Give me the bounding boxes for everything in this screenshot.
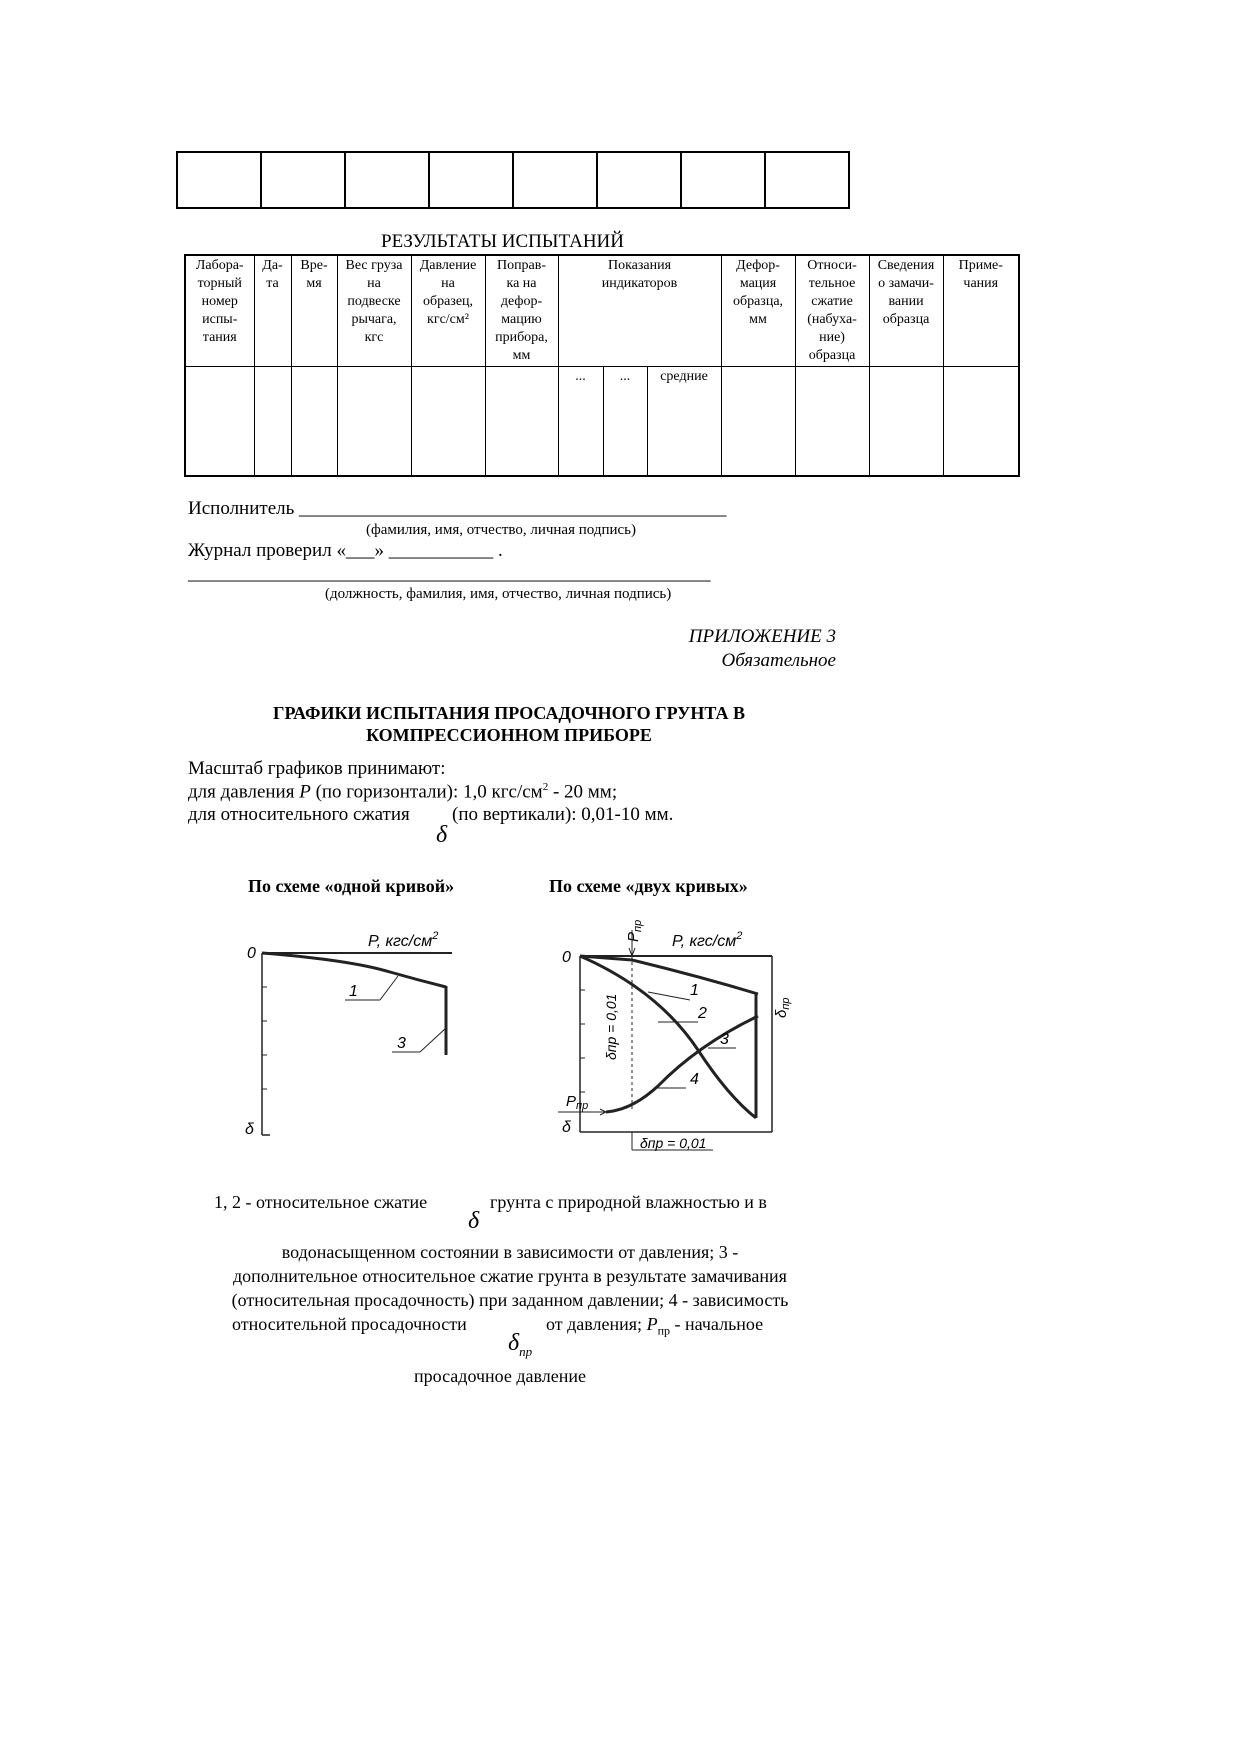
axis-label bbox=[672, 930, 742, 950]
caption-block bbox=[180, 1240, 840, 1312]
scale-line1: Масштаб графиков принимают: bbox=[188, 758, 446, 779]
delta-pr-vertical-label: δпр = 0,01 bbox=[603, 993, 619, 1060]
pressure-symbol: P bbox=[299, 781, 311, 803]
leader-3 bbox=[420, 1028, 446, 1052]
scale-line2 bbox=[188, 781, 617, 803]
curve-1 bbox=[580, 956, 758, 994]
results-table bbox=[184, 254, 1020, 477]
scale-line3-b: (по вертикали): 0,01-10 мм. bbox=[452, 804, 674, 825]
appendix-title bbox=[184, 702, 834, 746]
indicator-average: средние bbox=[647, 367, 721, 476]
axis-label-text: P, кгс/см bbox=[368, 933, 433, 950]
axis-label bbox=[368, 930, 438, 950]
appendix-status: Обязательное bbox=[721, 650, 836, 671]
caption-line6: просадочное давление bbox=[414, 1366, 587, 1386]
caption-line3: дополнительное относительное сжатие грунта в результате замачивания bbox=[233, 1266, 787, 1286]
empty-cell bbox=[765, 152, 849, 208]
left-graph bbox=[240, 920, 470, 1145]
delta-pr-right-label bbox=[773, 997, 792, 1018]
leader-1 bbox=[648, 992, 690, 1000]
empty-cell bbox=[597, 152, 681, 208]
axis-label-text: P, кгс/см bbox=[672, 933, 737, 950]
scale-text: для давления bbox=[188, 781, 300, 803]
curve-2-label: 2 bbox=[698, 1005, 707, 1022]
y-axis-label: δ bbox=[562, 1119, 571, 1136]
header-indicators: Показания индикаторов bbox=[558, 255, 721, 367]
curve-4-label: 4 bbox=[690, 1071, 699, 1088]
executor-label: Исполнитель bbox=[188, 498, 300, 519]
curve-1-label: 1 bbox=[690, 982, 699, 999]
p-pr-sub: пр bbox=[576, 1100, 589, 1112]
caption-text: - начальное bbox=[669, 1314, 764, 1334]
subscript: пр bbox=[657, 1323, 670, 1338]
checked-text: Журнал проверил «___» ___________ . bbox=[188, 540, 503, 561]
executor-hint: (фамилия, имя, отчество, личная подпись) bbox=[366, 522, 637, 538]
data-cell bbox=[795, 367, 869, 476]
p-pr-symbol: P bbox=[625, 931, 642, 942]
empty-cell bbox=[429, 152, 513, 208]
curve-3-label: 3 bbox=[720, 1031, 729, 1048]
right-graph bbox=[548, 900, 798, 1162]
caption-text: от давления; bbox=[546, 1314, 647, 1334]
data-cell bbox=[485, 367, 558, 476]
caption-line5-a: относительной просадочности bbox=[232, 1314, 467, 1334]
origin-label: 0 bbox=[247, 945, 256, 962]
header-deformation: Дефор- мация образца, мм bbox=[721, 255, 795, 367]
header-correction: Поправ- ка на дефор- мацию прибора, мм bbox=[485, 255, 558, 367]
data-cell bbox=[254, 367, 291, 476]
data-cell bbox=[411, 367, 485, 476]
delta-pr-symbol: δ bbox=[773, 1009, 790, 1018]
empty-cell bbox=[513, 152, 597, 208]
scale-text: - 20 мм; bbox=[548, 781, 618, 803]
p-pr-symbol: P bbox=[566, 1093, 577, 1110]
executor-line bbox=[188, 498, 727, 520]
empty-cell bbox=[681, 152, 765, 208]
appendix-title-line2: КОМПРЕССИОННОМ ПРИБОРЕ bbox=[366, 725, 652, 745]
leader-1 bbox=[380, 976, 398, 1000]
data-cell bbox=[869, 367, 943, 476]
y-axis-label: δ bbox=[245, 1121, 254, 1138]
header-notes: Приме- чания bbox=[943, 255, 1019, 367]
header-load-weight: Вес груза на подвеске рычага, кгс bbox=[337, 255, 411, 367]
data-cell bbox=[337, 367, 411, 476]
header-pressure: Давление на образец, кгс/см² bbox=[411, 255, 485, 367]
header-soaking-info: Сведения о замачи- вании образца bbox=[869, 255, 943, 367]
delta-symbol: δ bbox=[508, 1330, 520, 1356]
appendix-title-line1: ГРАФИКИ ИСПЫТАНИЯ ПРОСАДОЧНОГО ГРУНТА В bbox=[273, 703, 745, 723]
caption-line4: (относительная просадочность) при заданном давлении; 4 - зависимость bbox=[231, 1290, 789, 1310]
caption-line1-a: 1, 2 - относительное сжатие bbox=[214, 1192, 428, 1212]
delta-symbol: δ bbox=[436, 822, 448, 848]
p-pr-sub: пр bbox=[632, 919, 644, 932]
caption-delta: δ bbox=[468, 1208, 480, 1234]
top-empty-table bbox=[176, 151, 850, 209]
checked-hint: (должность, фамилия, имя, отчество, личная подпись) bbox=[325, 586, 672, 602]
header-time: Вре- мя bbox=[291, 255, 337, 367]
scale-line3-a: для относительного сжатия bbox=[188, 804, 410, 825]
indicator-1: ... bbox=[558, 367, 603, 476]
delta-pr-bottom-label: δпр = 0,01 bbox=[640, 1135, 707, 1151]
caption-line5-b bbox=[546, 1312, 763, 1343]
checked-underline: _______________________________________________________ bbox=[188, 563, 711, 584]
caption-line1-b: грунта с природной влажностью и в bbox=[490, 1192, 767, 1212]
executor-underline: _____________________________________________ bbox=[299, 498, 727, 519]
scale-text: (по горизонтали): 1,0 кгс/см bbox=[310, 781, 543, 803]
origin-label: 0 bbox=[562, 949, 571, 966]
pressure-symbol: P bbox=[646, 1314, 658, 1334]
data-cell bbox=[943, 367, 1019, 476]
left-graph-title: По схеме «одной кривой» bbox=[248, 876, 455, 896]
caption-line2: водонасыщенном состоянии в зависимости от давления; 3 - bbox=[281, 1242, 739, 1262]
curve-3-label: 3 bbox=[397, 1035, 406, 1052]
superscript: 2 bbox=[542, 781, 549, 793]
results-title: РЕЗУЛЬТАТЫ ИСПЫТАНИЙ bbox=[381, 231, 624, 252]
empty-cell bbox=[261, 152, 345, 208]
appendix-number: ПРИЛОЖЕНИЕ 3 bbox=[688, 626, 836, 647]
curve-1 bbox=[262, 953, 446, 987]
right-graph-title: По схеме «двух кривых» bbox=[549, 876, 748, 896]
axis-label-sup: 2 bbox=[736, 930, 743, 942]
delta-pr-sub: пр bbox=[780, 997, 792, 1010]
header-relative-compression: Относи- тельное сжатие (набуха- ние) образца bbox=[795, 255, 869, 367]
subscript: пр bbox=[519, 1343, 533, 1359]
axis-label-sup: 2 bbox=[432, 930, 439, 942]
p-pr-left-label bbox=[566, 1093, 588, 1112]
header-lab-number: Лабора- торный номер испы- тания bbox=[185, 255, 254, 367]
data-cell bbox=[291, 367, 337, 476]
caption-delta-pr bbox=[508, 1330, 532, 1360]
header-date: Да- та bbox=[254, 255, 291, 367]
data-cell bbox=[185, 367, 254, 476]
indicator-2: ... bbox=[603, 367, 647, 476]
empty-cell bbox=[345, 152, 429, 208]
empty-cell bbox=[177, 152, 261, 208]
curve-1-label: 1 bbox=[349, 983, 358, 1000]
data-cell bbox=[721, 367, 795, 476]
p-pr-top-label bbox=[625, 920, 644, 942]
